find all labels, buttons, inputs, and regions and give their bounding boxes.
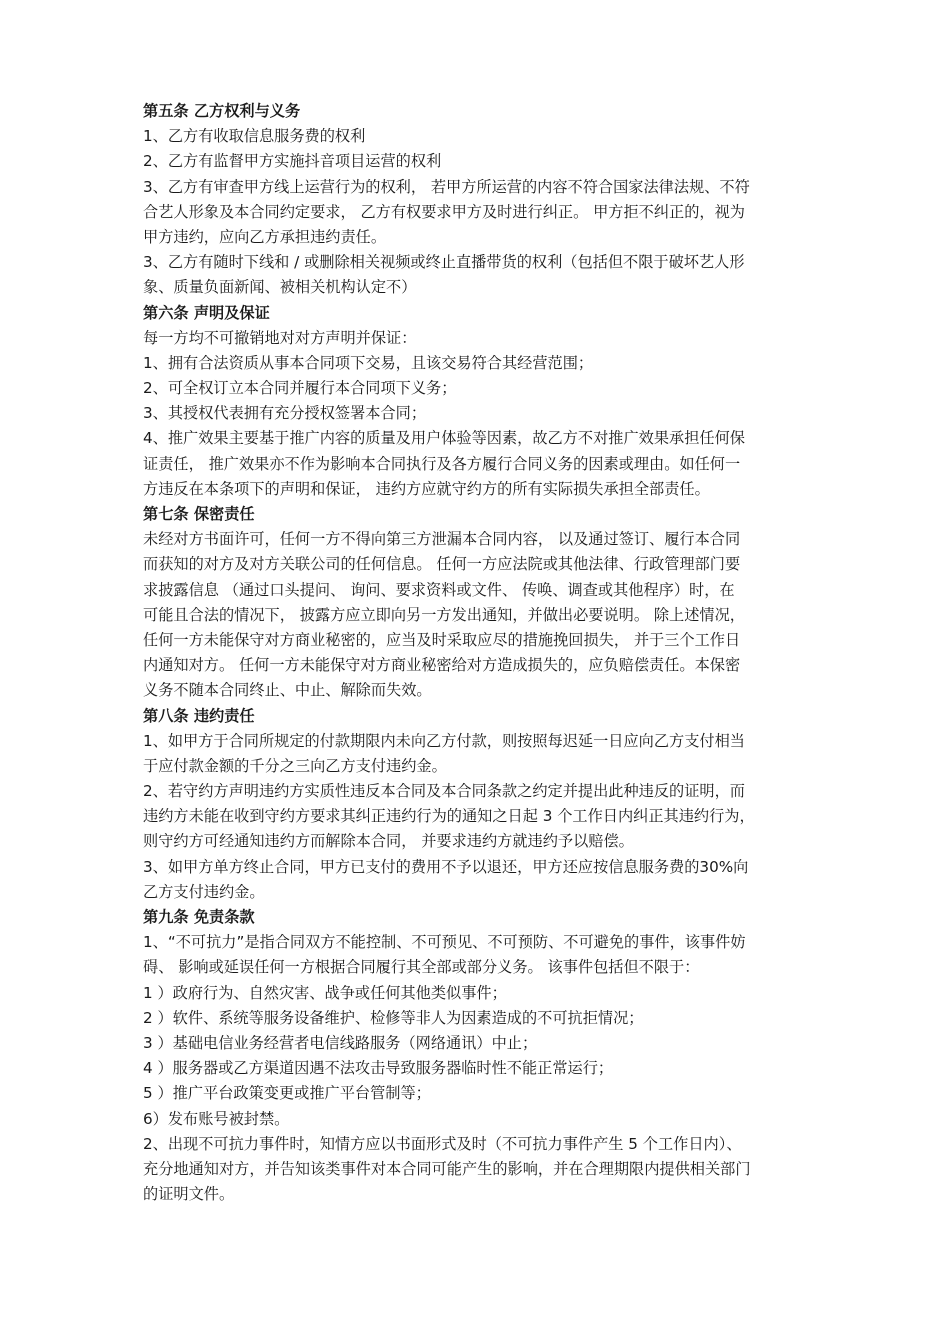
text-line: 则守约方可经通知违约方而解除本合同， 并要求违约方就违约予以赔偿。: [143, 832, 634, 851]
section-heading: 第七条 保密责任: [143, 505, 255, 523]
text-line: 任何一方未能保守对方商业秘密的，应当及时采取应尽的措施挽回损失， 并于三个工作日: [143, 630, 741, 649]
text-line: 方违反在本条项下的声明和保证， 违约方应就守约方的所有实际损失承担全部责任。: [143, 479, 710, 498]
text-line: 求披露信息 （通过口头提问、 询问、要求资料或文件、 传唤、调查或其他程序）时，在: [143, 580, 735, 599]
text-line: 3、乙方有审查甲方线上运营行为的权利， 若甲方所运营的内容不符合国家法律法规、不符: [143, 177, 750, 196]
section-heading: 第五条 乙方权利与义务: [143, 102, 301, 120]
text-line: 的证明文件。: [143, 1185, 235, 1204]
text-line: 5 ）推广平台政策变更或推广平台管制等；: [143, 1084, 431, 1103]
text-line: 于应付款金额的千分之三向乙方支付违约金。: [143, 756, 447, 775]
section-heading: 第八条 违约责任: [143, 706, 255, 725]
text-line: 2、出现不可抗力事件时，知情方应以书面形式及时（不可抗力事件产生 5 个工作日内）、: [143, 1134, 742, 1153]
text-line: 2 ）软件、系统等服务设备维护、检修等非人为因素造成的不可抗拒情况；: [143, 1008, 644, 1027]
text-line: 乙方支付违约金。: [143, 882, 265, 901]
text-line: 义务不随本合同终止、中止、解除而失效。: [143, 681, 432, 700]
text-line: 而获知的对方及对方关联公司的任何信息。 任何一方应法院或其他法律、行政管理部门要: [143, 555, 741, 574]
text-line: 2、可全权订立本合同并履行本合同项下义务；: [143, 379, 457, 398]
text-line: 4 ）服务器或乙方渠道因遇不法攻击导致服务器临时性不能正常运行；: [143, 1059, 614, 1078]
text-line: 合艺人形象及本合同约定要求， 乙方有权要求甲方及时进行纠正。 甲方拒不纠正的，视为: [143, 202, 745, 221]
text-line: 可能且合法的情况下， 披露方应立即向另一方发出通知，并做出必要说明。 除上述情况，: [143, 605, 745, 624]
contract-text: [143, 99, 818, 1207]
text-line: 证责任， 推广效果亦不作为影响本合同执行及各方履行合同义务的因素或理由。如任何一: [143, 454, 741, 473]
text-line: 6）发布账号被封禁。: [143, 1109, 290, 1128]
text-line: 内通知对方。 任何一方未能保守对方商业秘密给对方造成损失的，应负赔偿责任。本保密: [143, 656, 741, 675]
text-line: 每一方均不可撤销地对对方声明并保证：: [143, 328, 417, 347]
text-line: 未经对方书面许可，任何一方不得向第三方泄漏本合同内容， 以及通过签订、履行本合同: [143, 530, 741, 549]
text-line: 象、质量负面新闻、被相关机构认定不）: [143, 278, 417, 297]
section-heading: 第九条 免责条款: [143, 908, 255, 926]
text-line: 1 ）政府行为、自然灾害、战争或任何其他类似事件；: [143, 983, 507, 1002]
text-line: 1、拥有合法资质从事本合同项下交易，且该交易符合其经营范围；: [143, 353, 594, 372]
text-line: 充分地通知对方，并告知该类事件对本合同可能产生的影响，并在合理期限内提供相关部门: [143, 1159, 751, 1178]
text-line: 4、推广效果主要基于推广内容的质量及用户体验等因素，故乙方不对推广效果承担任何保: [143, 429, 745, 448]
text-line: 3、其授权代表拥有充分授权签署本合同；: [143, 404, 427, 423]
text-line: 1、乙方有收取信息服务费的权利: [143, 127, 366, 146]
text-line: 甲方违约，应向乙方承担违约责任。: [143, 227, 386, 246]
text-line: 2、乙方有监督甲方实施抖音项目运营的权利: [143, 152, 442, 171]
text-line: 3 ）基础电信业务经营者电信线路服务（网络通讯）中止；: [143, 1033, 538, 1052]
text-line: 1、“不可抗力”是指合同双方不能控制、不可预见、不可预防、不可避免的事件，该事件妨: [143, 933, 746, 952]
text-line: 违约方未能在收到守约方要求其纠正违约行为的通知之日起 3 个工作日内纠正其违约行为，: [143, 807, 755, 826]
text-line: 3、如甲方单方终止合同，甲方已支付的费用不予以退还，甲方还应按信息服务费的30%向: [143, 857, 749, 876]
text-line: 3、乙方有随时下线和 / 或删除相关视频或终止直播带货的权利（包括但不限于破坏艺人形: [143, 253, 745, 272]
text-line: 2、若守约方声明违约方实质性违反本合同及本合同条款之约定并提出此种违反的证明，而: [143, 782, 745, 801]
text-line: 碍、 影响或延误任何一方根据合同履行其全部或部分义务。 该事件包括但不限于：: [143, 958, 700, 977]
text-line: 1、如甲方于合同所规定的付款期限内未向乙方付款，则按照每迟延一日应向乙方支付相当: [143, 731, 745, 750]
section-heading: 第六条 声明及保证: [143, 303, 270, 322]
